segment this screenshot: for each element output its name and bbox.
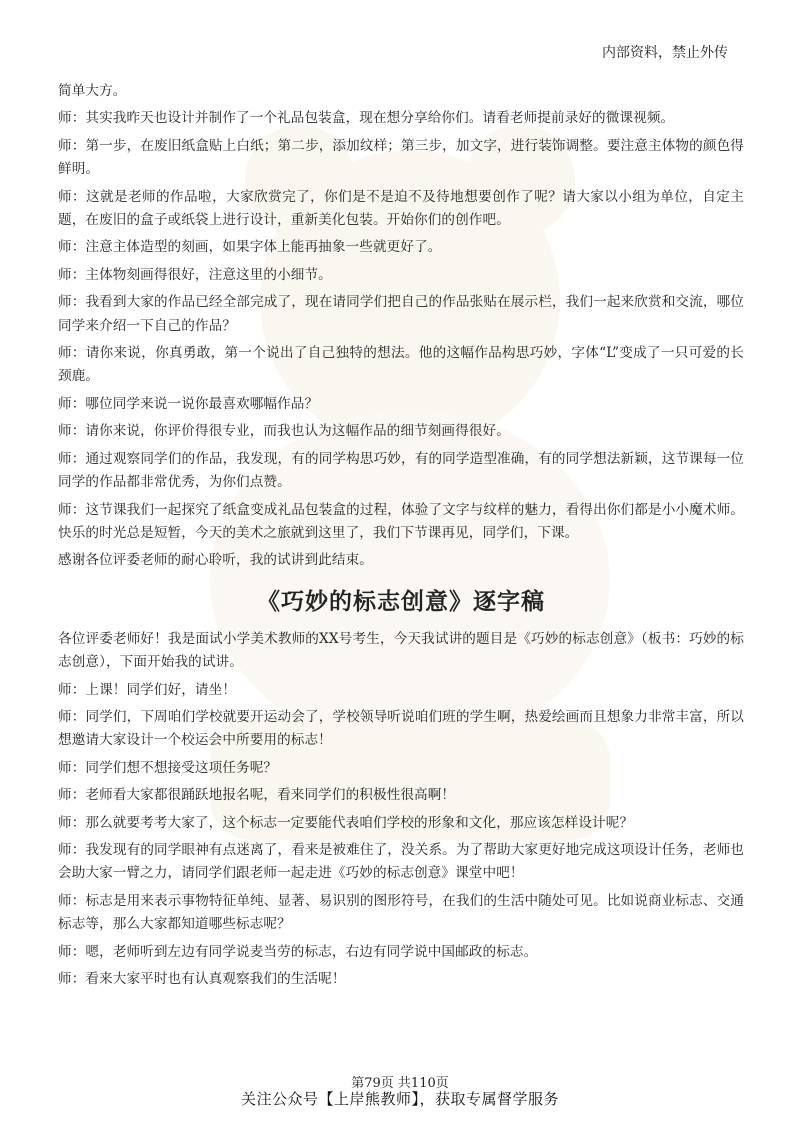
paragraph: 师：这节课我们一起探究了纸盒变成礼品包装盒的过程，体验了文字与纹样的魅力，看得出你们都是小小魔术师。快乐的时光总是短暂，今天的美术之旅就到这里了，我们下节课再见，同学们，下课。 bbox=[58, 501, 744, 541]
paragraph: 师：其实我昨天也设计并制作了一个礼品包装盒，现在想分享给你们。请看老师提前录好的微课视频。 bbox=[58, 110, 675, 127]
paragraph: 师：同学们想不想接受这项任务呢？ bbox=[58, 759, 278, 776]
paragraph: 师：同学们，下周咱们学校就要开运动会了，学校领导听说咱们班的学生啊，热爱绘画而且想象力非常丰富，所以想邀请大家设计一个校运会中所要用的标志！ bbox=[58, 708, 744, 749]
paragraph: 师：注意主体造型的刻画，如果字体上能再抽象一些就更好了。 bbox=[58, 239, 442, 256]
paragraph: 师：老师看大家都很踊跃地报名呢，看来同学们的积极性很高啊！ bbox=[58, 787, 456, 804]
paragraph: 各位评委老师好！我是面试小学美术教师的XX号考生，今天我试讲的题目是《巧妙的标志创意》（板书：巧妙的标志创意），下面开始我的试讲。 bbox=[58, 630, 744, 671]
paragraph: 师：那么就要考考大家了，这个标志一定要能代表咱们学校的形象和文化，那应该怎样设计呢？ bbox=[58, 814, 634, 831]
page-number: 第79页 共110页 bbox=[351, 1076, 449, 1091]
paragraph: 师：我发现有的同学眼神有点迷离了，看来是被难住了，没关系。为了帮助大家更好地完成这项设计任务，老师也会助大家一臂之力，请同学们跟老师一起走进《巧妙的标志创意》课堂中吧！ bbox=[58, 841, 744, 882]
section-2 bbox=[58, 628, 744, 992]
paragraph: 师：看来大家平时也有认真观察我们的生活呢！ bbox=[58, 971, 346, 987]
section-title: 《巧妙的标志创意》逐字稿 bbox=[257, 587, 545, 615]
paragraph: 师：哪位同学来说一说你最喜欢哪幅作品？ bbox=[58, 395, 319, 412]
document-body bbox=[58, 80, 744, 995]
paragraph: 感谢各位评委老师的耐心聆听，我的试讲到此结束。 bbox=[58, 552, 373, 569]
paragraph: 师：通过观察同学们的作品，我发现，有的同学构思巧妙，有的同学造型准确，有的同学想法新颖，这节课每一位同学的作品都非常优秀，为你们点赞。 bbox=[58, 450, 744, 491]
paragraph: 师：标志是用来表示事物特征单纯、显著、易识别的图形符号，在我们的生活中随处可见。比如说商业标志、交通标志等，那么大家都知道哪些标志呢？ bbox=[58, 892, 744, 933]
paragraph: 简单大方。 bbox=[58, 83, 127, 99]
paragraph: 师：这就是老师的作品啦，大家欣赏完了，你们是不是迫不及待地想要创作了呢？请大家以小组为单位，自定主题，在废旧的盒子或纸袋上进行设计，重新美化包装。开始你们的创作吧。 bbox=[58, 188, 744, 229]
paragraph: 师：请你来说，你真勇敢，第一个说出了自己独特的想法。他的这幅作品构思巧妙，字体“L”变成了一只可爱的长颈鹿。 bbox=[58, 345, 744, 385]
paragraph: 师：第一步，在废旧纸盒贴上白纸；第二步，添加纹样；第三步，加文字，进行装饰调整。要注意主体物的颜色得鲜明。 bbox=[58, 137, 744, 178]
promo-text: 关注公众号【上岸熊教师】，获取专属督学服务 bbox=[240, 1090, 559, 1108]
paragraph: 师：嗯，老师听到左边有同学说麦当劳的标志，右边有同学说中国邮政的标志。 bbox=[58, 943, 538, 960]
paragraph: 师：主体物刻画得很好，注意这里的小细节。 bbox=[58, 266, 332, 283]
header-note: 内部资料，禁止外传 bbox=[602, 45, 728, 61]
paragraph: 师：我看到大家的作品已经全部完成了，现在请同学们把自己的作品张贴在展示栏，我们一起来欣赏和交流，哪位同学来介绍一下自己的作品？ bbox=[58, 294, 744, 334]
paragraph: 师：请你来说，你评价得很专业，而我也认为这幅作品的细节刻画得很好。 bbox=[58, 423, 510, 440]
paragraph: 师：上课！同学们好，请坐！ bbox=[58, 681, 237, 698]
section-1 bbox=[58, 80, 744, 573]
